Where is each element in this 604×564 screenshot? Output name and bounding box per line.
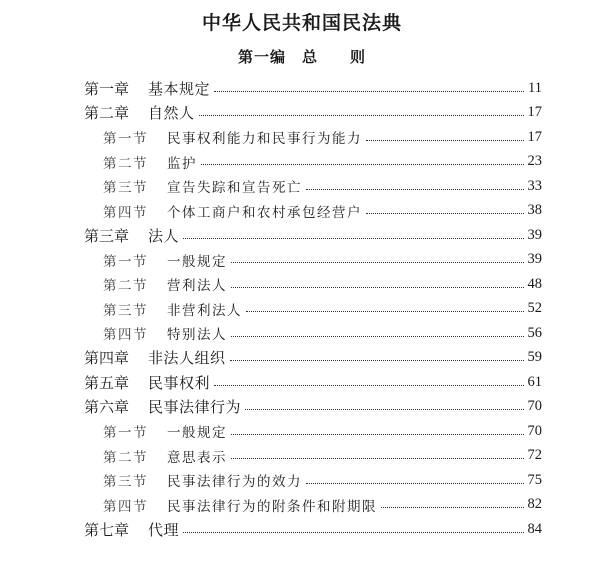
chapter-label: 第一章 (84, 79, 130, 98)
section-title: 民事法律行为的效力 (167, 474, 302, 490)
page-number: 52 (527, 300, 542, 316)
toc-section-entry (103, 323, 542, 343)
section-label: 第一节 (103, 253, 148, 270)
book-title: 中华人民共和国民法典 (201, 12, 402, 34)
dot-leader (231, 458, 524, 459)
toc-chapter-entry (84, 103, 542, 123)
page-number: 61 (527, 373, 542, 390)
section-title: 非营利法人 (167, 302, 242, 319)
section-label: 第三节 (103, 180, 148, 196)
dot-leader (230, 360, 524, 361)
section-label: 第二节 (103, 449, 148, 466)
page-number: 70 (527, 398, 542, 414)
toc-section-entry (103, 274, 542, 294)
chapter-title: 基本规定 (148, 79, 211, 98)
page-number: 39 (527, 226, 542, 243)
chapter-label: 第七章 (84, 520, 130, 539)
section-title: 一般规定 (167, 425, 227, 441)
dot-leader (183, 532, 523, 533)
toc-chapter-entry (84, 372, 542, 392)
section-label: 第二节 (103, 155, 148, 172)
section-label: 第四节 (103, 498, 148, 515)
toc-chapter-entry (84, 225, 542, 245)
page-number: 17 (527, 104, 542, 120)
page-number: 17 (527, 128, 542, 145)
page-number: 39 (527, 251, 542, 267)
dot-leader (214, 91, 524, 92)
section-label: 第四节 (103, 204, 148, 221)
dot-leader (246, 311, 524, 312)
chapter-label: 第四章 (84, 349, 130, 367)
toc-chapter-entry (84, 519, 542, 539)
section-title: 营利法人 (167, 278, 227, 294)
chapter-label: 第五章 (84, 373, 130, 392)
toc-section-entry (103, 446, 542, 466)
page-number: 84 (527, 520, 542, 537)
toc-section-entry (103, 250, 542, 270)
page-number: 23 (527, 153, 542, 169)
chapter-title: 民事法律行为 (148, 398, 242, 416)
toc-section-entry (103, 299, 542, 319)
toc-section-entry (103, 470, 542, 490)
dot-leader (306, 483, 524, 484)
dot-leader (199, 115, 524, 116)
dot-leader (231, 262, 524, 263)
section-title: 民事权利能力和民事行为能力 (167, 131, 362, 147)
page-number: 56 (527, 324, 542, 341)
toc-chapter-entry (84, 397, 542, 417)
chapter-label: 第六章 (84, 398, 130, 416)
page-number: 48 (527, 275, 542, 292)
page-number: 38 (527, 202, 542, 218)
part-title: 第一编 总 则 (237, 48, 366, 66)
toc-section-entry (103, 152, 542, 172)
page-number: 72 (527, 447, 542, 463)
dot-leader (366, 213, 524, 214)
section-title: 监护 (167, 155, 197, 172)
section-title: 民事法律行为的附条件和附期限 (167, 498, 377, 515)
dot-leader (231, 434, 524, 435)
section-title: 宣告失踪和宣告死亡 (167, 180, 302, 196)
dot-leader (366, 140, 524, 141)
dot-leader (231, 287, 524, 288)
section-label: 第二节 (103, 278, 148, 294)
dot-leader (231, 336, 524, 337)
dot-leader (245, 409, 523, 410)
dot-leader (214, 385, 523, 386)
dot-leader (306, 189, 524, 190)
chapter-title: 自然人 (148, 104, 195, 122)
section-title: 个体工商户和农村承包经营户 (167, 204, 362, 221)
toc-chapter-entry (84, 348, 542, 368)
section-label: 第一节 (103, 131, 148, 147)
chapter-title: 代理 (148, 520, 180, 539)
section-label: 第四节 (103, 327, 148, 343)
chapter-title: 民事权利 (148, 373, 211, 392)
section-title: 意思表示 (167, 449, 227, 466)
section-title: 特别法人 (167, 327, 227, 343)
dot-leader (381, 507, 524, 508)
section-title: 一般规定 (167, 253, 227, 270)
toc-section-entry (103, 176, 542, 196)
toc-section-entry (103, 495, 542, 515)
toc-section-entry (103, 127, 542, 147)
toc-section-entry (103, 201, 542, 221)
page-number: 70 (527, 422, 542, 439)
chapter-title: 法人 (148, 226, 180, 245)
section-label: 第三节 (103, 302, 148, 319)
chapter-title: 非法人组织 (148, 349, 226, 367)
toc-section-entry (103, 421, 542, 441)
page-number: 82 (527, 496, 542, 512)
page-number: 59 (527, 349, 542, 365)
chapter-label: 第二章 (84, 104, 130, 122)
page-number: 11 (528, 79, 542, 96)
chapter-label: 第三章 (84, 226, 130, 245)
section-label: 第一节 (103, 425, 148, 441)
section-label: 第三节 (103, 474, 148, 490)
page-number: 75 (527, 471, 542, 488)
toc-chapter-entry (84, 78, 542, 98)
dot-leader (201, 164, 524, 165)
page-number: 33 (527, 177, 542, 194)
dot-leader (183, 238, 523, 239)
